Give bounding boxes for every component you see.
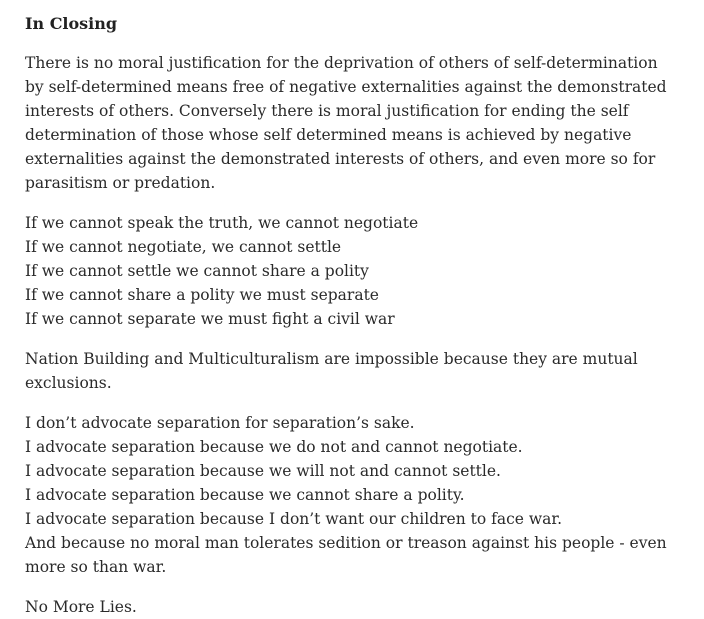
advocacy-line: I advocate separation because we do not and cannot negotiate. [25,438,523,456]
chain-line: If we cannot settle we cannot share a polity [25,262,369,280]
advocacy-line: I advocate separation because we cannot share a polity. [25,486,465,504]
advocacy-line: I advocate separation because we will not and cannot settle. [25,462,501,480]
advocacy-line: I don’t advocate separation for separation’s sake. [25,414,415,432]
chain-line: If we cannot share a polity we must separate [25,286,379,304]
closing-line: No More Lies. [25,598,137,616]
advocacy-lines-block [25,411,679,579]
chain-line: If we cannot separate we must fight a civil war [25,310,395,328]
chain-line: If we cannot speak the truth, we cannot negotiate [25,214,419,232]
chain-lines-block [25,211,679,331]
chain-line: If we cannot negotiate, we cannot settle [25,238,342,256]
advocacy-line: And because no moral man tolerates sedition or treason against his people - even more so than war. [25,534,667,576]
paragraph-moral-justification: There is no moral justification for the deprivation of others of self-determination by self-determined means free of negative externalities against the demonstrated interests of others. Conversely there is moral justification for ending the self determination of those whose self determined means is achieved by negative externalities against the demonstrated interests of others, and even more so for parasitism or predation. [25,54,667,192]
paragraph-nation-building: Nation Building and Multiculturalism are impossible because they are mutual exclusions. [25,350,638,392]
advocacy-line: I advocate separation because I don’t want our children to face war. [25,510,563,528]
section-heading: In Closing [25,14,118,33]
